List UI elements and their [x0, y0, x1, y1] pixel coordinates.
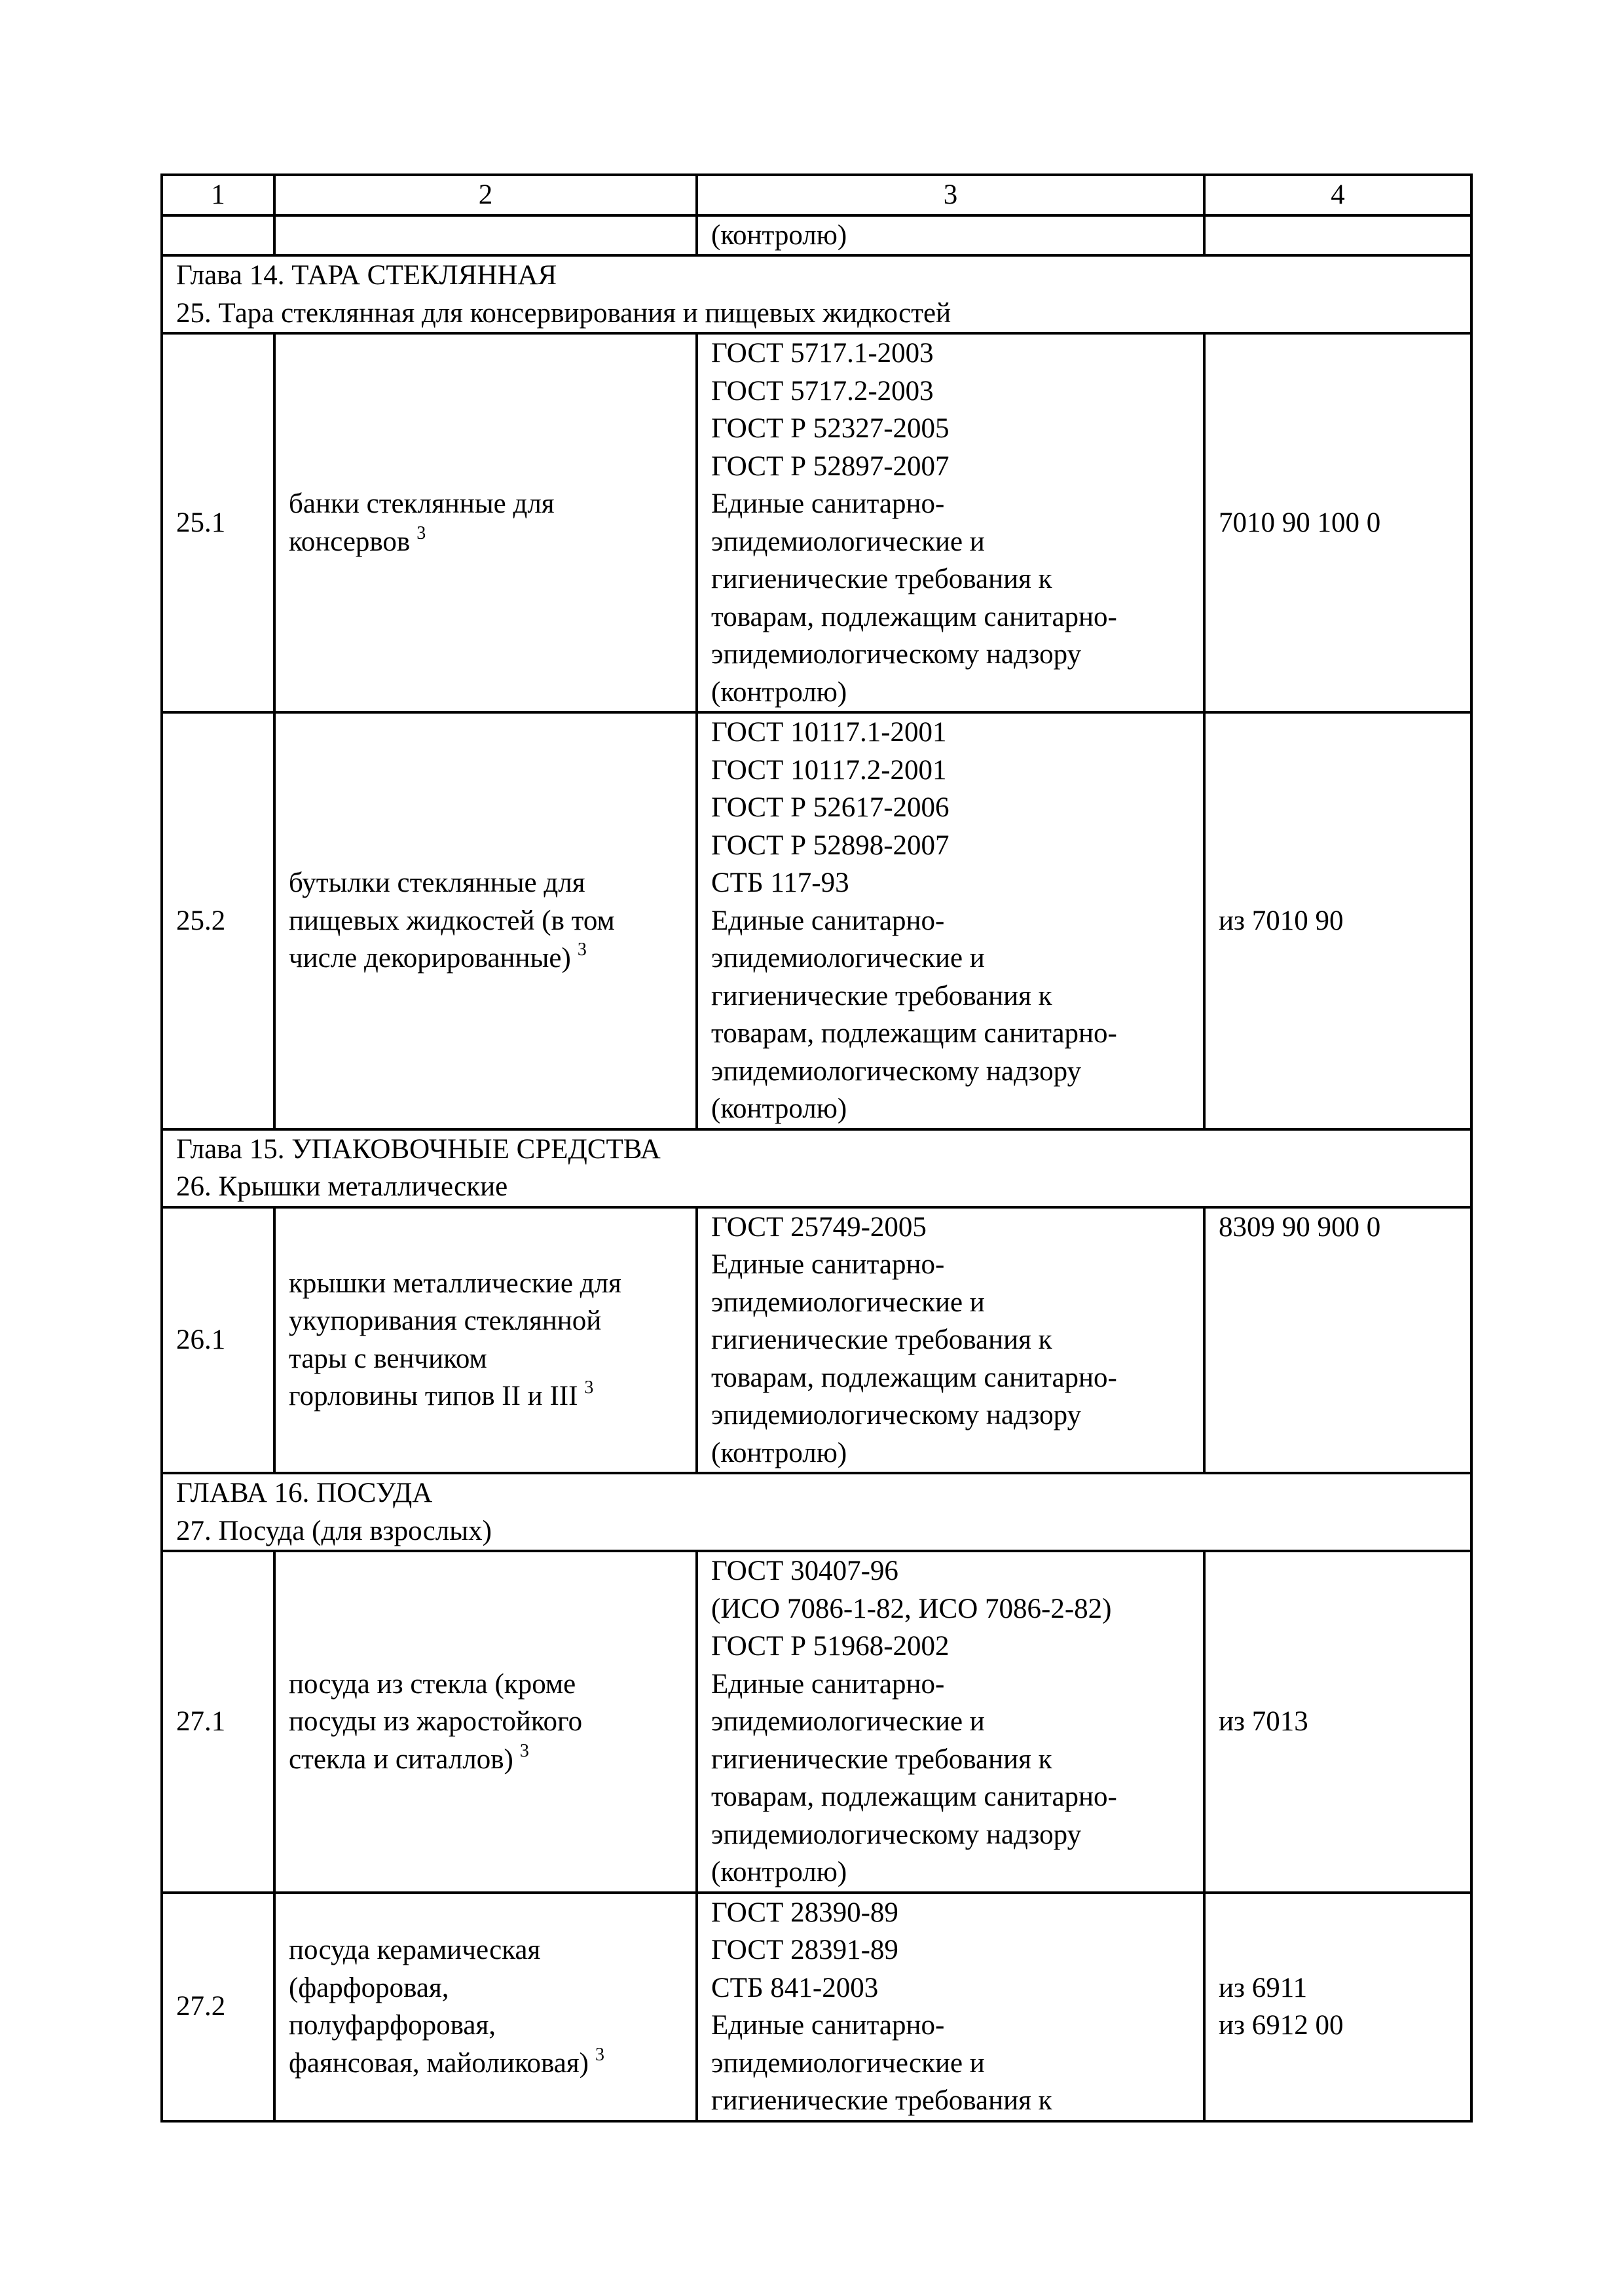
code-line: 8309 90 900 0 — [1219, 1211, 1381, 1243]
item-name-last-line — [289, 523, 682, 561]
item-name-line: тары с венчиком — [289, 1343, 487, 1374]
item-name-line: посуда керамическая — [289, 1935, 541, 1965]
section-cell — [162, 1129, 1471, 1207]
section-cell — [162, 255, 1471, 333]
standard-line: гигиенические требования к — [711, 2085, 1052, 2116]
item-name-line: укупоривания стеклянной — [289, 1305, 602, 1337]
tnved-code — [1204, 1893, 1471, 2121]
item-number: 27.2 — [162, 1893, 274, 2121]
group-title: 25. Тара стеклянная для консервирования и пищевых жидкостей — [176, 297, 951, 329]
code-line: из 7013 — [1219, 1706, 1308, 1737]
item-name-last-line — [289, 1741, 682, 1779]
standard-line: (контролю) — [711, 1093, 847, 1124]
standard-line: ГОСТ 28391-89 — [711, 1935, 898, 1965]
item-name-line: полуфарфоровая, — [289, 2010, 496, 2041]
standard-line: ГОСТ Р 52327-2005 — [711, 413, 950, 444]
footnote-mark: 3 — [416, 522, 426, 543]
standard-line: (контролю) — [711, 676, 847, 708]
standard-line: ГОСТ Р 52617-2006 — [711, 792, 950, 823]
item-name — [274, 712, 697, 1129]
standard-line: ГОСТ Р 52898-2007 — [711, 829, 950, 861]
item-number: 26.1 — [162, 1207, 274, 1474]
table-row — [162, 1207, 1471, 1474]
header-col-1: 1 — [162, 175, 274, 215]
code-line: из 7010 90 — [1219, 905, 1344, 936]
code-line: 7010 90 100 0 — [1219, 507, 1381, 538]
standard-line: эпидемиологические и — [711, 1286, 985, 1318]
standard-line: ГОСТ 28390-89 — [711, 1897, 898, 1928]
standard-line: эпидемиологическому надзору — [711, 1055, 1082, 1087]
item-name-line: банки стеклянные для — [289, 488, 555, 519]
item-name-line: фаянсовая, майоликовая) — [289, 2047, 589, 2079]
code-line: из 6911 — [1219, 1972, 1308, 2003]
code-line: из 6912 00 — [1219, 2010, 1344, 2041]
table-body — [162, 175, 1471, 2121]
section-row — [162, 1129, 1471, 1207]
chapter-title: Глава 15. УПАКОВОЧНЫЕ СРЕДСТВА — [176, 1133, 661, 1165]
standard-line: Единые санитарно- — [711, 2010, 945, 2041]
item-name-line: посуды из жаростойкого — [289, 1706, 583, 1737]
standard-line: гигиенические требования к — [711, 1324, 1052, 1355]
standard-line: гигиенические требования к — [711, 1743, 1052, 1775]
item-name-line: посуда из стекла (кроме — [289, 1668, 576, 1700]
standard-line: гигиенические требования к — [711, 564, 1052, 594]
footnote-mark: 3 — [584, 1377, 594, 1398]
standard-line: Единые санитарно- — [711, 488, 945, 519]
header-col-3: 3 — [697, 175, 1204, 215]
tnved-code — [1204, 712, 1471, 1129]
continuation-c3: (контролю) — [697, 215, 1204, 256]
group-title: 27. Посуда (для взрослых) — [176, 1515, 492, 1546]
standard-line: ГОСТ 10117.2-2001 — [711, 754, 947, 786]
standard-line: товарам, подлежащим санитарно- — [711, 1018, 1117, 1049]
standard-line: ГОСТ Р 52897-2007 — [711, 450, 950, 482]
standard-line: эпидемиологическому надзору — [711, 1400, 1082, 1430]
chapter-title: ГЛАВА 16. ПОСУДА — [176, 1478, 433, 1508]
standards-list — [697, 1551, 1204, 1893]
standard-line: Единые санитарно- — [711, 1668, 945, 1700]
standards-list — [697, 1893, 1204, 2121]
standard-line: эпидемиологические и — [711, 2047, 985, 2079]
group-title: 26. Крышки металлические — [176, 1171, 508, 1202]
header-col-2: 2 — [274, 175, 697, 215]
tnved-code — [1204, 1207, 1471, 1474]
standard-line: (контролю) — [711, 1437, 847, 1468]
section-row — [162, 255, 1471, 333]
standard-line: товарам, подлежащим санитарно- — [711, 1781, 1117, 1812]
standard-line: СТБ 841-2003 — [711, 1972, 879, 2003]
table-row — [162, 1893, 1471, 2121]
footnote-mark: 3 — [595, 2044, 604, 2065]
standard-line: эпидемиологическому надзору — [711, 1819, 1082, 1850]
continuation-row — [162, 215, 1471, 256]
table-row — [162, 1551, 1471, 1893]
item-name-last-line — [289, 2045, 682, 2083]
tnved-code — [1204, 333, 1471, 712]
standard-line: ГОСТ 5717.2-2003 — [711, 375, 934, 407]
item-name — [274, 1551, 697, 1893]
item-name — [274, 1207, 697, 1474]
item-name — [274, 333, 697, 712]
standards-list — [697, 333, 1204, 712]
certification-table — [160, 173, 1473, 2123]
standard-line: эпидемиологические и — [711, 526, 985, 557]
standard-line: гигиенические требования к — [711, 980, 1052, 1011]
standard-line: (ИСО 7086-1-82, ИСО 7086-2-82) — [711, 1593, 1112, 1624]
standard-line: товарам, подлежащим санитарно- — [711, 601, 1117, 632]
standard-line: эпидемиологические и — [711, 943, 985, 974]
item-name-line: стекла и ситаллов) — [289, 1743, 513, 1775]
item-name-line: крышки металлические для — [289, 1267, 621, 1299]
standard-line: ГОСТ Р 51968-2002 — [711, 1631, 950, 1662]
standard-line: товарам, подлежащим санитарно- — [711, 1362, 1117, 1393]
header-row — [162, 175, 1471, 215]
footnote-mark: 3 — [519, 1740, 529, 1761]
footnote-mark: 3 — [577, 939, 587, 960]
item-name-line: бутылки стеклянные для — [289, 867, 585, 898]
item-number: 27.1 — [162, 1551, 274, 1893]
tnved-code — [1204, 1551, 1471, 1893]
section-cell — [162, 1473, 1471, 1551]
standard-line: Единые санитарно- — [711, 1249, 945, 1280]
standards-list — [697, 1207, 1204, 1474]
standard-line: ГОСТ 5717.1-2003 — [711, 338, 934, 369]
item-name — [274, 1893, 697, 2121]
table-row — [162, 712, 1471, 1129]
standard-line: СТБ 117-93 — [711, 867, 849, 898]
continuation-c2 — [274, 215, 697, 256]
item-name-last-line — [289, 1377, 682, 1415]
standards-list — [697, 712, 1204, 1129]
item-name-line: (фарфоровая, — [289, 1972, 449, 2003]
item-number: 25.2 — [162, 712, 274, 1129]
item-name-line: консервов — [289, 526, 411, 557]
continuation-c1 — [162, 215, 274, 256]
item-name-line: числе декорированные) — [289, 943, 571, 974]
item-name-last-line — [289, 939, 682, 977]
section-row — [162, 1473, 1471, 1551]
standard-line: ГОСТ 30407-96 — [711, 1556, 898, 1586]
standard-line: эпидемиологические и — [711, 1706, 985, 1737]
item-name-line: пищевых жидкостей (в том — [289, 905, 615, 936]
standard-line: Единые санитарно- — [711, 905, 945, 936]
header-col-4: 4 — [1204, 175, 1471, 215]
standard-line: ГОСТ 25749-2005 — [711, 1211, 927, 1243]
item-number: 25.1 — [162, 333, 274, 712]
standard-line: ГОСТ 10117.1-2001 — [711, 717, 947, 748]
item-name-line: горловины типов II и III — [289, 1381, 578, 1412]
chapter-title: Глава 14. ТАРА СТЕКЛЯННАЯ — [176, 260, 557, 291]
standard-line: эпидемиологическому надзору — [711, 639, 1082, 670]
standard-line: (контролю) — [711, 1857, 847, 1887]
table-row — [162, 333, 1471, 712]
continuation-c4 — [1204, 215, 1471, 256]
